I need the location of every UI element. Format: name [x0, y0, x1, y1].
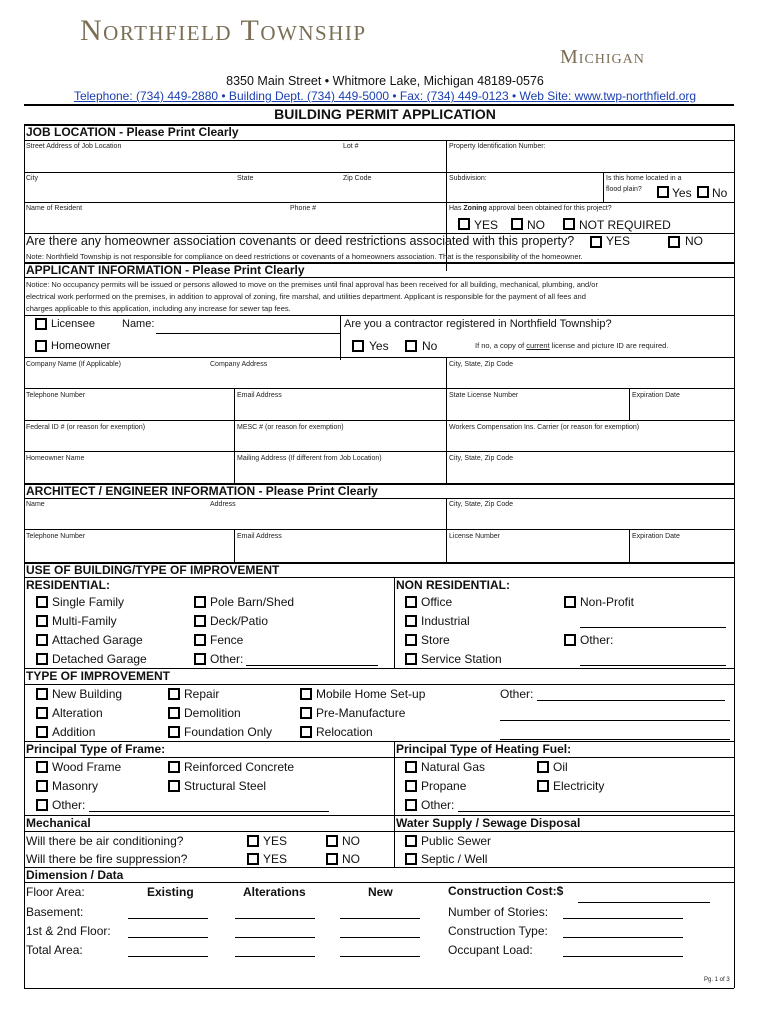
- deck-patio-label: Deck/Patio: [210, 614, 269, 628]
- demolition-label: Demolition: [184, 706, 241, 720]
- rule: [394, 577, 395, 668]
- service-station-label: Service Station: [421, 652, 502, 666]
- rule: [629, 529, 630, 562]
- homeowner-name-label: Homeowner Name: [26, 455, 85, 462]
- rule: [24, 357, 734, 358]
- contractor-no-label: No: [422, 339, 438, 353]
- stories-field[interactable]: [563, 918, 683, 919]
- other-residential-label: Other:: [210, 652, 244, 666]
- township-state: Michigan: [560, 46, 645, 68]
- pre-manufacture-checkbox[interactable]: [300, 707, 312, 719]
- wood-frame-label: Wood Frame: [52, 760, 122, 774]
- total-new-field[interactable]: [340, 956, 420, 957]
- rule: [24, 420, 734, 421]
- architect-expiration-label: Expiration Date: [632, 533, 680, 540]
- rule: [446, 498, 447, 562]
- job-section-title: JOB LOCATION - Please Print Clearly: [26, 125, 239, 139]
- city-label: City: [26, 175, 39, 182]
- reinforced-concrete-label: Reinforced Concrete: [184, 760, 295, 774]
- page-number: Pg. 1 of 3: [704, 977, 730, 983]
- basement-existing-field[interactable]: [128, 918, 208, 919]
- notice-line-1: Notice: No occupancy permits will be issued or persons allowed to move on the premises until final approval has been received for all building, mechanical, plumbing, and/or: [26, 280, 598, 289]
- frame-other-field[interactable]: [89, 811, 329, 812]
- construction-type-field[interactable]: [563, 937, 683, 938]
- contractor-yes-checkbox[interactable]: [352, 340, 364, 352]
- licensee-checkbox[interactable]: [35, 318, 47, 330]
- store-label: Store: [421, 633, 450, 647]
- floors-alterations-field[interactable]: [235, 937, 315, 938]
- improvement-section-title: TYPE OF IMPROVEMENT: [26, 669, 171, 683]
- rule: [24, 124, 25, 988]
- rule: [24, 684, 734, 685]
- non-profit-label: Non-Profit: [580, 595, 635, 609]
- reinforced-concrete-checkbox[interactable]: [168, 761, 180, 773]
- rule: [24, 988, 734, 989]
- license-expiration-label: Expiration Date: [632, 392, 680, 399]
- rule: [24, 831, 734, 832]
- attached-garage-checkbox[interactable]: [36, 634, 48, 646]
- non-profit-field[interactable]: [580, 627, 726, 628]
- basement-alterations-field[interactable]: [235, 918, 315, 919]
- multi-family-label: Multi-Family: [52, 614, 117, 628]
- pole-barn-label: Pole Barn/Shed: [210, 595, 295, 609]
- heating-other-checkbox[interactable]: [405, 799, 417, 811]
- single-family-label: Single Family: [52, 595, 125, 609]
- addition-label: Addition: [52, 725, 96, 739]
- propane-checkbox[interactable]: [405, 780, 417, 792]
- total-area-label: Total Area:: [26, 943, 83, 957]
- flood-no-label: No: [712, 186, 728, 200]
- rule: [234, 529, 235, 562]
- new-header: New: [368, 885, 393, 899]
- pid-label: Property Identification Number:: [449, 143, 546, 150]
- total-alterations-field[interactable]: [235, 956, 315, 957]
- subdivision-label: Subdivision:: [449, 175, 487, 182]
- frame-other-label: Other:: [52, 798, 86, 812]
- improvement-other-field-1[interactable]: [537, 700, 725, 701]
- mobile-home-checkbox[interactable]: [300, 688, 312, 700]
- phone-label: Phone #: [290, 205, 317, 212]
- zoning-yes-checkbox[interactable]: [458, 218, 470, 230]
- company-name-label: Company Name (If Applicable): [26, 361, 121, 368]
- heating-other-label: Other:: [421, 798, 455, 812]
- hoa-no-checkbox[interactable]: [668, 236, 680, 248]
- industrial-label: Industrial: [421, 614, 470, 628]
- basement-label: Basement:: [26, 905, 84, 919]
- improvement-other-field-3[interactable]: [500, 739, 730, 740]
- ac-yes-label: YES: [263, 834, 288, 848]
- architect-name-label: Name: [26, 501, 45, 508]
- notice-line-2: electrical work performed on the premises, in addition to approval of zoning, fire marshal, and utilities department. Applicant is responsible for the payment of all fees and: [26, 292, 586, 301]
- fire-yes-label: YES: [263, 852, 288, 866]
- rule: [24, 315, 734, 316]
- floors-existing-field[interactable]: [128, 937, 208, 938]
- hoa-yes-checkbox[interactable]: [590, 236, 602, 248]
- applicant-name-field[interactable]: [156, 333, 340, 334]
- workers-comp-label: Workers Compensation Ins. Carrier (or reason for exemption): [449, 424, 640, 431]
- architect-telephone-label: Telephone Number: [26, 533, 86, 540]
- ac-yes-checkbox[interactable]: [247, 835, 259, 847]
- flood-question-1: Is this home located in a: [606, 175, 682, 182]
- ac-no-label: NO: [342, 834, 360, 848]
- relocation-label: Relocation: [316, 725, 373, 739]
- ifno-post: license and picture ID are required.: [549, 341, 669, 350]
- addition-checkbox[interactable]: [36, 726, 48, 738]
- repair-checkbox[interactable]: [168, 688, 180, 700]
- flood-yes-label: Yes: [672, 186, 692, 200]
- stories-label: Number of Stories:: [448, 905, 549, 919]
- flood-yes-checkbox[interactable]: [657, 186, 669, 198]
- service-station-checkbox[interactable]: [405, 653, 417, 665]
- foundation-only-label: Foundation Only: [184, 725, 273, 739]
- oil-checkbox[interactable]: [537, 761, 549, 773]
- architect-csz-label: City, State, Zip Code: [449, 501, 514, 508]
- licensee-label: Licensee: [51, 318, 96, 330]
- construction-cost-field[interactable]: [578, 902, 710, 903]
- township-address: 8350 Main Street • Whitmore Lake, Michigan 48189-0576: [226, 74, 544, 88]
- heating-section-title: Principal Type of Heating Fuel:: [396, 742, 572, 756]
- construction-cost-label: Construction Cost:$: [448, 884, 564, 898]
- architect-section-title: ARCHITECT / ENGINEER INFORMATION - Please Print Clearly: [26, 484, 378, 498]
- rule: [24, 815, 734, 816]
- detached-garage-checkbox[interactable]: [36, 653, 48, 665]
- state-license-label: State License Number: [449, 392, 519, 399]
- federal-id-label: Federal ID # (or reason for exemption): [26, 424, 146, 431]
- zip-label: Zip Code: [343, 175, 372, 182]
- ifno-note: [475, 341, 668, 350]
- masonry-label: Masonry: [52, 779, 99, 793]
- ifno-current: current: [526, 341, 550, 350]
- zoning-post: approval been obtained for this project?: [486, 205, 612, 212]
- other-nonres-label: Other:: [580, 633, 614, 647]
- homeowner-checkbox[interactable]: [35, 340, 47, 352]
- hoa-yes-label: YES: [606, 234, 631, 248]
- hoa-note: Note: Northfield Township is not responsible for compliance on deed restrictions or covenants of a homeowners association. That is the responsibility of the homeowner.: [26, 252, 583, 261]
- alteration-checkbox[interactable]: [36, 707, 48, 719]
- construction-type-label: Construction Type:: [448, 924, 548, 938]
- homeowner-csz-label: City, State, Zip Code: [449, 455, 514, 462]
- township-title: Northfield Township: [80, 14, 367, 47]
- hoa-no-label: NO: [685, 234, 703, 248]
- flood-no-checkbox[interactable]: [697, 186, 709, 198]
- wood-frame-checkbox[interactable]: [36, 761, 48, 773]
- rule: [24, 451, 734, 452]
- oil-label: Oil: [553, 760, 568, 774]
- zoning-not-required-checkbox[interactable]: [563, 218, 575, 230]
- heating-other-field[interactable]: [458, 811, 730, 812]
- flood-question-2: flood plain?: [606, 186, 642, 193]
- alteration-label: Alteration: [52, 706, 103, 720]
- fence-label: Fence: [210, 633, 244, 647]
- zoning-bold: Zoning: [463, 205, 487, 212]
- applicant-section-title: APPLICANT INFORMATION - Please Print Clearly: [26, 263, 305, 277]
- pole-barn-checkbox[interactable]: [194, 596, 206, 608]
- rule: [24, 277, 734, 278]
- other-nonres-field[interactable]: [580, 665, 726, 666]
- architect-email-label: Email Address: [237, 533, 282, 540]
- masonry-checkbox[interactable]: [36, 780, 48, 792]
- mobile-home-label: Mobile Home Set-up: [316, 687, 426, 701]
- contractor-no-checkbox[interactable]: [405, 340, 417, 352]
- state-label: State: [237, 175, 254, 182]
- non-residential-heading: NON RESIDENTIAL:: [396, 578, 510, 592]
- office-checkbox[interactable]: [405, 596, 417, 608]
- store-checkbox[interactable]: [405, 634, 417, 646]
- alterations-header: Alterations: [243, 885, 306, 899]
- company-csz-label: City, State, Zip Code: [449, 361, 514, 368]
- zoning-no-label: NO: [527, 218, 545, 232]
- ac-question: Will there be air conditioning?: [26, 834, 184, 848]
- office-label: Office: [421, 595, 453, 609]
- rule: [24, 529, 734, 530]
- lot-label: Lot #: [343, 143, 359, 150]
- rule: [234, 388, 235, 483]
- industrial-checkbox[interactable]: [405, 615, 417, 627]
- other-nonres-checkbox[interactable]: [564, 634, 576, 646]
- repair-label: Repair: [184, 687, 220, 701]
- zoning-question: [449, 205, 612, 212]
- rule: [24, 172, 734, 173]
- natural-gas-label: Natural Gas: [421, 760, 486, 774]
- rule: [340, 315, 341, 360]
- demolition-checkbox[interactable]: [168, 707, 180, 719]
- existing-header: Existing: [147, 885, 194, 899]
- mesc-label: MESC # (or reason for exemption): [237, 424, 344, 431]
- fire-yes-checkbox[interactable]: [247, 853, 259, 865]
- street-label: Street Address of Job Location: [26, 143, 122, 150]
- homeowner-label: Homeowner: [51, 340, 111, 352]
- public-sewer-label: Public Sewer: [421, 834, 492, 848]
- rule: [24, 757, 734, 758]
- septic-well-label: Septic / Well: [421, 852, 488, 866]
- pre-manufacture-label: Pre-Manufacture: [316, 706, 406, 720]
- detached-garage-label: Detached Garage: [52, 652, 147, 666]
- rule: [24, 882, 734, 883]
- zoning-yes-label: YES: [474, 218, 499, 232]
- email-label: Email Address: [237, 392, 282, 399]
- electricity-checkbox[interactable]: [537, 780, 549, 792]
- new-building-checkbox[interactable]: [36, 688, 48, 700]
- rule: [734, 124, 735, 988]
- rule: [24, 498, 734, 499]
- company-address-label: Company Address: [210, 361, 268, 368]
- natural-gas-checkbox[interactable]: [405, 761, 417, 773]
- zoning-not-required-label: NOT REQUIRED: [579, 218, 671, 232]
- township-contact-link[interactable]: Telephone: (734) 449-2880 • Building Dept. (734) 449-5000 • Fax: (734) 449-0123 • Web Site: www.twp-northfield.org: [73, 89, 697, 103]
- propane-label: Propane: [421, 779, 467, 793]
- mailing-address-label: Mailing Address (If different from Job Location): [237, 455, 382, 462]
- fire-no-checkbox[interactable]: [326, 853, 338, 865]
- mechanical-section-title: Mechanical: [26, 816, 91, 830]
- electricity-label: Electricity: [553, 779, 605, 793]
- relocation-checkbox[interactable]: [300, 726, 312, 738]
- occupant-load-label: Occupant Load:: [448, 943, 533, 957]
- resident-label: Name of Resident: [26, 205, 83, 212]
- rule: [24, 867, 734, 868]
- improvement-other-label: Other:: [500, 687, 534, 701]
- other-residential-checkbox[interactable]: [194, 653, 206, 665]
- fence-checkbox[interactable]: [194, 634, 206, 646]
- dimension-section-title: Dimension / Data: [26, 868, 124, 882]
- applicant-name-label: Name:: [122, 318, 155, 330]
- attached-garage-label: Attached Garage: [52, 633, 143, 647]
- multi-family-checkbox[interactable]: [36, 615, 48, 627]
- floors-new-field[interactable]: [340, 937, 420, 938]
- septic-well-checkbox[interactable]: [405, 853, 417, 865]
- contractor-question: Are you a contractor registered in Northfield Township?: [344, 318, 612, 330]
- new-building-label: New Building: [52, 687, 123, 701]
- rule: [394, 741, 395, 867]
- zoning-no-checkbox[interactable]: [511, 218, 523, 230]
- zoning-pre: Has: [449, 205, 464, 212]
- deck-patio-checkbox[interactable]: [194, 615, 206, 627]
- rule: [24, 140, 734, 141]
- telephone-label: Telephone Number: [26, 392, 86, 399]
- frame-section-title: Principal Type of Frame:: [26, 742, 166, 756]
- occupant-load-field[interactable]: [563, 956, 683, 957]
- rule: [24, 202, 734, 203]
- foundation-only-checkbox[interactable]: [168, 726, 180, 738]
- ac-no-checkbox[interactable]: [326, 835, 338, 847]
- contractor-yes-label: Yes: [369, 339, 389, 353]
- floors-label: 1st & 2nd Floor:: [26, 924, 111, 938]
- rule: [24, 577, 734, 578]
- hoa-question: Are there any homeowner association covenants or deed restrictions associated with this property?: [26, 234, 575, 248]
- fire-no-label: NO: [342, 852, 360, 866]
- architect-license-label: License Number: [449, 533, 500, 540]
- rule: [24, 388, 734, 389]
- rule: [603, 172, 604, 202]
- frame-other-checkbox[interactable]: [36, 799, 48, 811]
- structural-steel-label: Structural Steel: [184, 779, 267, 793]
- use-section-title: USE OF BUILDING/TYPE OF IMPROVEMENT: [26, 563, 280, 577]
- architect-address-label: Address: [210, 501, 236, 508]
- water-section-title: Water Supply / Sewage Disposal: [396, 816, 581, 830]
- rule: [629, 388, 630, 420]
- fire-question: Will there be fire suppression?: [26, 852, 188, 866]
- single-family-checkbox[interactable]: [36, 596, 48, 608]
- other-residential-field[interactable]: [246, 665, 378, 666]
- ifno-pre: If no, a copy of: [475, 341, 527, 350]
- structural-steel-checkbox[interactable]: [168, 780, 180, 792]
- public-sewer-checkbox[interactable]: [405, 835, 417, 847]
- floor-area-label: Floor Area:: [26, 885, 85, 899]
- total-existing-field[interactable]: [128, 956, 208, 957]
- basement-new-field[interactable]: [340, 918, 420, 919]
- improvement-other-field-2[interactable]: [500, 720, 730, 721]
- non-profit-checkbox[interactable]: [564, 596, 576, 608]
- residential-heading: RESIDENTIAL:: [26, 578, 110, 592]
- form-title: BUILDING PERMIT APPLICATION: [274, 106, 496, 122]
- notice-line-3: charges applicable to this application, including any increase for sewer tap fees.: [26, 304, 291, 313]
